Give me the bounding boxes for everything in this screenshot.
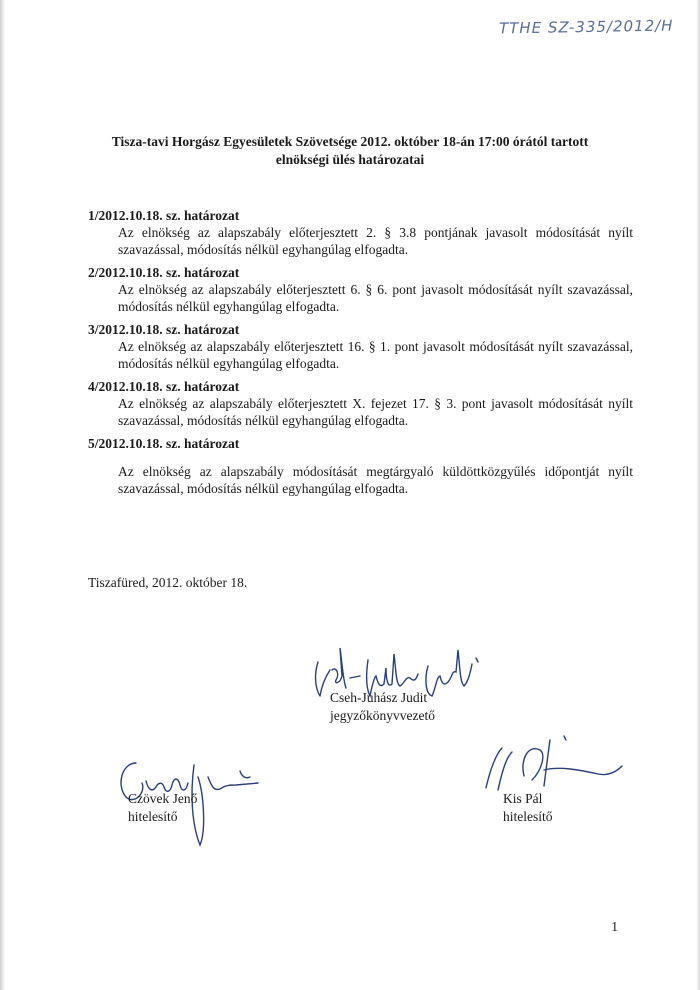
title-line-1: Tisza-tavi Horgász Egyesületek Szövetsége 2012. október 18-án 17:00 órától tartott (111, 134, 589, 149)
authenticator-1-role: hitelesítő (128, 809, 178, 824)
scan-edge-right (696, 0, 700, 990)
page-number: 1 (611, 919, 618, 934)
resolution-item (88, 207, 633, 258)
recorder-name: Cseh-Juhász Judit (330, 690, 428, 705)
authenticator-1-name: Czövek Jenő (128, 791, 198, 806)
authenticator-2-role: hitelesítő (503, 809, 553, 824)
resolution-text: Az elnökség az alapszabály előterjesztett 6. § 6. pont javasolt módosítását nyílt szavazással, módosítás nélkül egyhangúlag elfogadta. (118, 282, 633, 314)
document-title (70, 133, 630, 169)
title-line-2: elnökségi ülés határozatai (275, 152, 425, 167)
resolution-text: Az elnökség az alapszabály módosítását megtárgyaló küldöttközgyűlés időpontját nyílt szavazással, módosítás nélkül egyhangúlag elfogadta. (118, 464, 633, 496)
resolution-text: Az elnökség az alapszabály előterjesztett 2. § 3.8 pontjának javasolt módosítását nyílt szavazással, módosítás nélkül egyhangúlag elfogadta. (118, 225, 633, 257)
scan-edge-left (0, 0, 5, 990)
signature-block-recorder (330, 689, 435, 725)
resolution-heading: 3/2012.10.18. sz. határozat (88, 322, 240, 337)
resolution-heading: 1/2012.10.18. sz. határozat (88, 208, 240, 223)
authenticator-2-name: Kis Pál (503, 791, 543, 806)
resolution-text: Az elnökség az alapszabály előterjesztett 16. § 1. pont javasolt módosítását nyílt szavazással, módosítás nélkül egyhangúlag elfogadta. (118, 339, 633, 371)
recorder-role: jegyzőkönyvvezető (330, 708, 435, 723)
resolution-item (88, 264, 633, 315)
resolution-item (88, 435, 633, 497)
resolution-item (88, 321, 633, 372)
signature-block-authenticator-2 (503, 790, 553, 826)
place-and-date: Tiszafüred, 2012. október 18. (88, 575, 248, 590)
resolution-heading: 4/2012.10.18. sz. határozat (88, 379, 240, 394)
resolutions-list (88, 207, 633, 503)
signature-block-authenticator-1 (128, 790, 197, 826)
resolution-heading: 5/2012.10.18. sz. határozat (88, 436, 240, 451)
resolution-text: Az elnökség az alapszabály előterjesztett X. fejezet 17. § 3. pont javasolt módosítását nyílt szavazással, módosítás nélkül egyhangúlag elfogadta. (118, 396, 633, 428)
resolution-item (88, 378, 633, 429)
resolution-heading: 2/2012.10.18. sz. határozat (88, 265, 240, 280)
handwritten-reference-number: TTHE SZ-335/2012/H (499, 16, 675, 38)
